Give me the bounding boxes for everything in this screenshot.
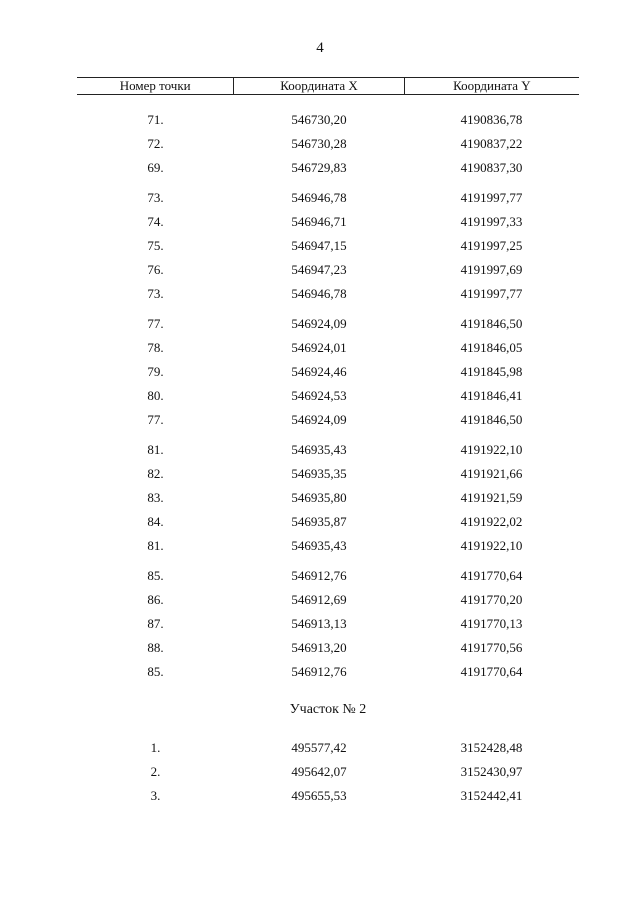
header-coordinate-y: Координата Y (404, 78, 579, 94)
coordinate-y-cell: 4191845,98 (460, 364, 523, 379)
coordinate-x-cell: 546935,87 (291, 514, 347, 529)
coordinate-x-cell: 546730,28 (291, 136, 347, 151)
point-number-cell: 87. (147, 616, 164, 631)
header-coordinate-x: Координата X (233, 78, 403, 94)
point-number-cell: 82. (147, 466, 164, 481)
table-row (77, 760, 579, 784)
coordinate-x-cell: 546913,20 (291, 640, 347, 655)
table-row (77, 660, 579, 684)
coordinate-y-cell: 4191997,77 (460, 286, 523, 301)
coordinate-y-cell: 4191997,33 (460, 214, 523, 229)
point-number-cell: 3. (150, 788, 161, 803)
point-number-cell: 79. (147, 364, 164, 379)
coordinate-y-cell: 4191770,13 (460, 616, 523, 631)
table-row (77, 462, 579, 486)
table-row (77, 132, 579, 156)
coordinate-x-cell: 495577,42 (291, 740, 347, 755)
point-number-cell: 80. (147, 388, 164, 403)
table-header (77, 77, 579, 95)
table-row (77, 234, 579, 258)
coordinate-x-cell: 546729,83 (291, 160, 347, 175)
coordinate-y-cell: 4191922,10 (460, 538, 523, 553)
table-row (77, 384, 579, 408)
coordinate-x-cell: 546730,20 (291, 112, 347, 127)
coordinate-x-cell: 546935,35 (291, 466, 347, 481)
point-number-cell: 74. (147, 214, 164, 229)
table-row (77, 736, 579, 760)
point-group (77, 736, 579, 808)
coordinate-x-cell: 546912,69 (291, 592, 347, 607)
table-row (77, 108, 579, 132)
table-row (77, 408, 579, 432)
point-number-cell: 77. (147, 316, 164, 331)
coordinate-x-cell: 546946,78 (291, 190, 347, 205)
coordinate-x-cell: 546924,09 (291, 412, 347, 427)
coordinate-y-cell: 4190837,22 (460, 136, 523, 151)
header-point-number: Номер точки (119, 78, 191, 93)
coordinate-x-cell: 546924,53 (291, 388, 347, 403)
point-number-cell: 73. (147, 190, 164, 205)
table-row (77, 486, 579, 510)
coordinate-y-cell: 4191997,69 (460, 262, 523, 277)
coordinate-x-cell: 546912,76 (291, 664, 347, 679)
point-number-cell: 78. (147, 340, 164, 355)
table-row (77, 612, 579, 636)
coordinate-y-cell: 3152428,48 (460, 740, 523, 755)
table-row (77, 510, 579, 534)
table-row (77, 588, 579, 612)
coordinate-x-cell: 546913,13 (291, 616, 347, 631)
table-row (77, 336, 579, 360)
table-row (77, 534, 579, 558)
coordinate-y-cell: 4191921,59 (460, 490, 523, 505)
coordinate-x-cell: 546935,43 (291, 538, 347, 553)
point-number-cell: 81. (147, 538, 164, 553)
coordinate-y-cell: 4191921,66 (460, 466, 523, 481)
point-group (77, 312, 579, 432)
point-group (77, 108, 579, 180)
coordinate-y-cell: 4191922,10 (460, 442, 523, 457)
coordinate-y-cell: 4190836,78 (460, 112, 523, 127)
point-number-cell: 84. (147, 514, 164, 529)
point-number-cell: 77. (147, 412, 164, 427)
coordinate-y-cell: 3152430,97 (460, 764, 523, 779)
point-number-cell: 73. (147, 286, 164, 301)
point-number-cell: 69. (147, 160, 164, 175)
page-number: 4 (316, 40, 324, 56)
coordinate-x-cell: 546924,01 (291, 340, 347, 355)
point-number-cell: 81. (147, 442, 164, 457)
point-number-cell: 85. (147, 568, 164, 583)
coordinate-y-cell: 4191922,02 (460, 514, 523, 529)
point-number-cell: 85. (147, 664, 164, 679)
coordinate-x-cell: 546947,15 (291, 238, 347, 253)
coordinate-y-cell: 4191846,50 (460, 316, 523, 331)
point-number-cell: 83. (147, 490, 164, 505)
table-row (77, 282, 579, 306)
point-group (77, 564, 579, 684)
point-number-cell: 72. (147, 136, 164, 151)
coordinate-x-cell: 546946,78 (291, 286, 347, 301)
table-row (77, 312, 579, 336)
coordinates-table (77, 108, 579, 814)
coordinate-x-cell: 546935,43 (291, 442, 347, 457)
coordinate-y-cell: 4191770,64 (460, 664, 523, 679)
coordinate-y-cell: 4190837,30 (460, 160, 523, 175)
coordinate-y-cell: 4191846,05 (460, 340, 523, 355)
coordinate-y-cell: 4191770,20 (460, 592, 523, 607)
point-group (77, 186, 579, 306)
coordinate-x-cell: 546946,71 (291, 214, 347, 229)
point-group (77, 438, 579, 558)
coordinate-y-cell: 4191770,64 (460, 568, 523, 583)
coordinate-x-cell: 546924,09 (291, 316, 347, 331)
table-row (77, 210, 579, 234)
coordinate-y-cell: 4191997,25 (460, 238, 523, 253)
table-row (77, 636, 579, 660)
table-row (77, 564, 579, 588)
point-number-cell: 1. (150, 740, 161, 755)
point-number-cell: 2. (150, 764, 161, 779)
point-number-cell: 76. (147, 262, 164, 277)
point-number-cell: 75. (147, 238, 164, 253)
table-row (77, 360, 579, 384)
coordinate-x-cell: 495655,53 (291, 788, 347, 803)
point-number-cell: 86. (147, 592, 164, 607)
coordinate-x-cell: 546947,23 (291, 262, 347, 277)
coordinate-y-cell: 3152442,41 (460, 788, 523, 803)
point-number-cell: 71. (147, 112, 164, 127)
coordinate-y-cell: 4191846,41 (460, 388, 523, 403)
point-number-cell: 88. (147, 640, 164, 655)
coordinate-y-cell: 4191997,77 (460, 190, 523, 205)
coordinate-x-cell: 546924,46 (291, 364, 347, 379)
coordinate-y-cell: 4191846,50 (460, 412, 523, 427)
coordinate-x-cell: 495642,07 (291, 764, 347, 779)
table-row (77, 438, 579, 462)
coordinate-x-cell: 546935,80 (291, 490, 347, 505)
table-row (77, 186, 579, 210)
table-row (77, 784, 579, 808)
coordinate-x-cell: 546912,76 (291, 568, 347, 583)
section-title: Участок № 2 (289, 702, 367, 717)
table-row (77, 156, 579, 180)
table-row (77, 258, 579, 282)
coordinate-y-cell: 4191770,56 (460, 640, 523, 655)
